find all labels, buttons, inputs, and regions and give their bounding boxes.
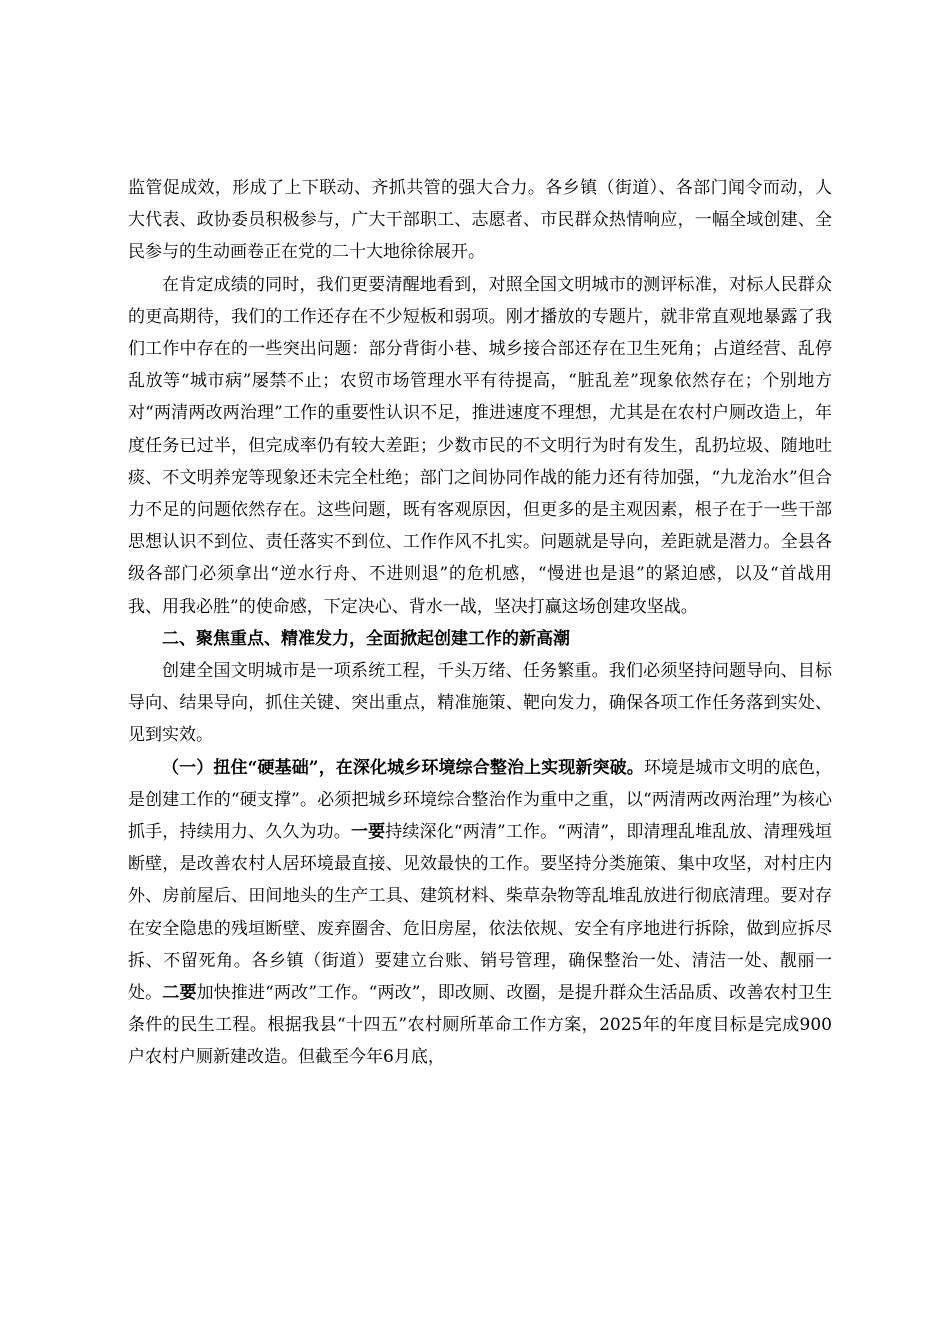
paragraph-4 xyxy=(128,752,832,1074)
paragraph-2: 在肯定成绩的同时，我们更要清醒地看到，对照全国文明城市的测评标准，对标人民群众的更高期待，我们的工作还存在不少短板和弱项。刚才播放的专题片，就非常直观地暴露了我们工作中存在的一些突出问题：部分背街小巷、城乡接合部还存在卫生死角；占道经营、乱停乱放等“城市病”屡禁不止；农贸市场管理水平有待提高，“脏乱差”现象依然存在；个别地方对“两清两改两治理”工作的重要性认识不足，推进速度不理想，尤其是在农村户厕改造上，年度任务已过半，但完成率仍有较大差距；少数市民的不文明行为时有发生，乱扔垃圾、随地吐痰、不文明养宠等现象还未完全杜绝；部门之间协同作战的能力还有待加强，“九龙治水”但合力不足的问题依然存在。这些问题，既有客观原因，但更多的是主观因素，根子在于一些干部思想认识不到位、责任落实不到位、工作作风不扎实。问题就是导向，差距就是潜力。全县各级各部门必须拿出“逆水行舟、不进则退”的危机感，“慢进也是退”的紧迫感，以及“首战用我、用我必胜”的使命感，下定决心、背水一战，坚决打赢这场创建攻坚战。 xyxy=(128,274,832,617)
section-heading-2: 二、聚焦重点、精准发力，全面掀起创建工作的新高潮 xyxy=(162,628,570,649)
document-page xyxy=(128,172,832,1074)
item-label-2: 二要 xyxy=(162,983,197,1004)
paragraph-3: 创建全国文明城市是一项系统工程，千头万绪、任务繁重。我们必须坚持问题导向、目标导向、结果导向，抓住关键、突出重点，精准施策、靶向发力，确保各项工作任务落到实处、见到实效。 xyxy=(128,661,832,746)
subsection-heading-1: （一）扭住“硬基础”，在深化城乡环境综合整治上实现新突破。 xyxy=(162,757,644,778)
paragraph-1: 监管促成效，形成了上下联动、齐抓共管的强大合力。各乡镇（街道）、各部门闻令而动，人大代表、政协委员积极参与，广大干部职工、志愿者、市民群众热情响应，一幅全域创建、全民参与的生动画卷正在党的二十大地徐徐展开。 xyxy=(128,178,832,263)
paragraph-4-text-b: 持续深化“两清”工作。“两清”，即清理乱堆乱放、清理残垣断壁，是改善农村人居环境最直接、见效最快的工作。要坚持分类施策、集中攻坚，对村庄内外、房前屋后、田间地头的生产工具、建筑材料、柴草杂物等乱堆乱放进行彻底清理。要对存在安全隐患的残垣断壁、废弃圈舍、危旧房屋，依法依规、安全有序地进行拆除，做到应拆尽拆、不留死角。各乡镇（街道）要建立台账、销号管理，确保整治一处、清洁一处、靓丽一处。 xyxy=(128,822,833,1004)
paragraph-4-text-a: 环境是城市文明的底色，是创建工作的“硬支撑”。必须把城乡环境综合整治作为重中之重，以“两清两改两治理”为核心抓手，持续用力、久久为功。 xyxy=(128,757,832,843)
paragraph-4-text-c: 加快推进“两改”工作。“两改”，即改厕、改圈，是提升群众生活品质、改善农村卫生条件的民生工程。根据我县“十四五”农村厕所革命工作方案，2025年的年度目标是完成900户农村户厕新建改造。但截至今年6月底， xyxy=(128,983,832,1068)
item-label-1: 一要 xyxy=(350,822,386,843)
